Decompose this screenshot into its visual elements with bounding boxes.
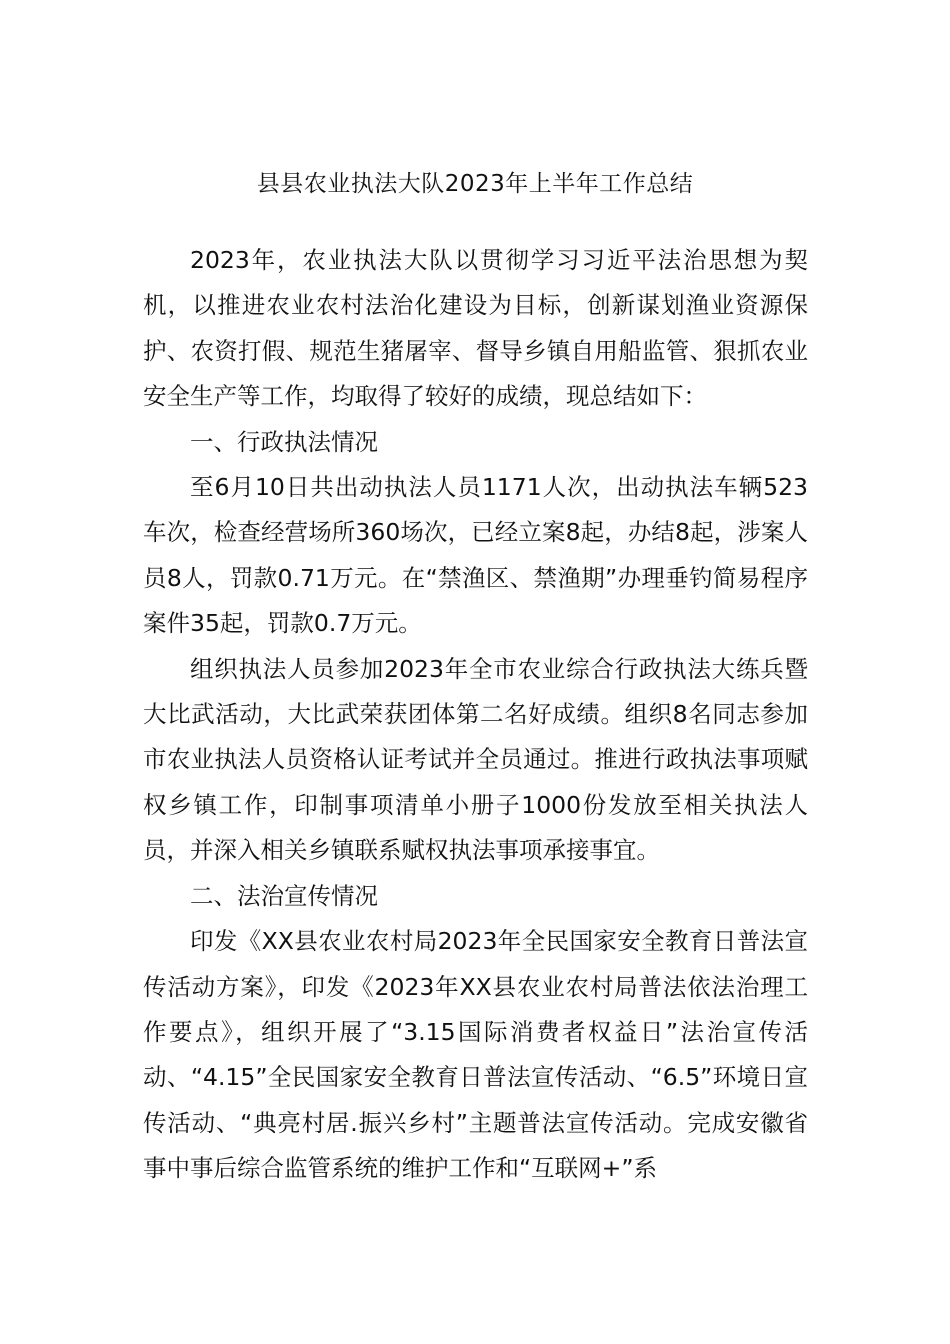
paragraph-intro: 2023年，农业执法大队以贯彻学习习近平法治思想为契机，以推进农业农村法治化建设为目标，创新谋划渔业资源保护、农资打假、规范生猪屠宰、督导乡镇自用船监管、狠抓农业安全生产等工作，均取得了较好的成绩，现总结如下： — [143, 246, 808, 411]
paragraph-publicity-activities: 印发《XX县农业农村局2023年全民国家安全教育日普法宣传活动方案》，印发《2023年XX县农业农村局普法依法治理工作要点》，组织开展了“3.15国际消费者权益日”法治宣传活动、“4.15”全民国家安全教育日普法宣传活动、“6.5”环境日宣传活动、“典亮村居.振兴乡村”主题普法宣传活动。完成安徽省事中事后综合监管系统的维护工作和“互联网+”系 — [143, 927, 808, 1183]
paragraph-training-activities: 组织执法人员参加2023年全市农业综合行政执法大练兵暨大比武活动，大比武荣获团体第二名好成绩。组织8名同志参加市农业执法人员资格认证考试并全员通过。推进行政执法事项赋权乡镇工作，印制事项清单小册子1000份发放至相关执法人员，并深入相关乡镇联系赋权执法事项承接事宜。 — [143, 654, 808, 865]
section-heading-administrative-enforcement: 一、行政执法情况 — [190, 427, 378, 456]
paragraph-enforcement-statistics: 至6月10日共出动执法人员1171人次，出动执法车辆523车次，检查经营场所360场次，已经立案8起，办结8起，涉案人员8人，罚款0.71万元。在“禁渔区、禁渔期”办理垂钓简易程序案件35起，罚款0.7万元。 — [143, 473, 808, 638]
document-body — [143, 238, 808, 1192]
section-heading-legal-publicity: 二、法治宣传情况 — [190, 881, 378, 910]
document-title: 县县农业执法大队2023年上半年工作总结 — [256, 171, 694, 197]
